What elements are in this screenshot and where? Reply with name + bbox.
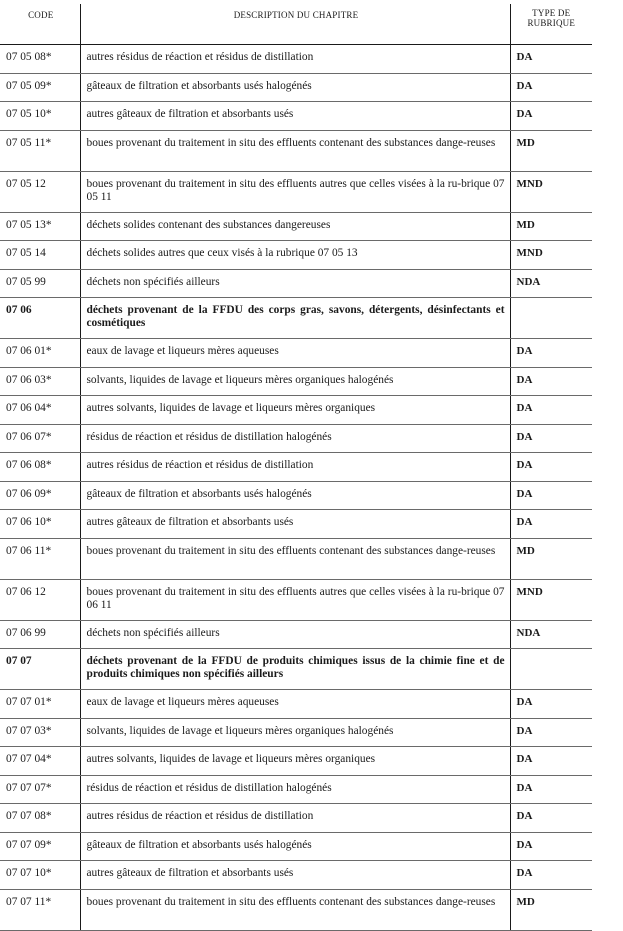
type-cell: MND bbox=[510, 171, 592, 212]
table-row bbox=[0, 538, 592, 579]
table-row bbox=[0, 171, 592, 212]
type-cell: MD bbox=[510, 212, 592, 241]
header-row bbox=[0, 4, 592, 45]
description-cell: résidus de réaction et résidus de distillation halogénés bbox=[80, 775, 510, 804]
code-cell: 07 07 01* bbox=[0, 690, 80, 719]
code-cell: 07 07 bbox=[0, 649, 80, 690]
description-cell: solvants, liquides de lavage et liqueurs mères organiques halogénés bbox=[80, 718, 510, 747]
code-cell: 07 05 12 bbox=[0, 171, 80, 212]
type-cell: DA bbox=[510, 718, 592, 747]
table-row bbox=[0, 367, 592, 396]
code-cell: 07 06 08* bbox=[0, 453, 80, 482]
type-cell: DA bbox=[510, 453, 592, 482]
code-cell: 07 06 bbox=[0, 298, 80, 339]
type-cell: DA bbox=[510, 775, 592, 804]
code-cell: 07 06 12 bbox=[0, 579, 80, 620]
table-row bbox=[0, 130, 592, 171]
code-cell: 07 07 11* bbox=[0, 889, 80, 930]
column-header-type-line2: RUBRIQUE bbox=[527, 18, 576, 28]
code-cell: 07 06 03* bbox=[0, 367, 80, 396]
type-cell: NDA bbox=[510, 620, 592, 649]
chapter-row bbox=[0, 298, 592, 339]
code-cell: 07 05 08* bbox=[0, 45, 80, 74]
code-cell: 07 05 13* bbox=[0, 212, 80, 241]
description-cell: boues provenant du traitement in situ des effluents autres que celles visées à la ru-brique 07 05 11 bbox=[80, 171, 510, 212]
code-cell: 07 05 11* bbox=[0, 130, 80, 171]
table-row bbox=[0, 861, 592, 890]
description-cell: boues provenant du traitement in situ des effluents contenant des substances dange-reuses bbox=[80, 130, 510, 171]
type-cell bbox=[510, 649, 592, 690]
type-cell: DA bbox=[510, 510, 592, 539]
code-cell: 07 07 03* bbox=[0, 718, 80, 747]
column-header-description: DESCRIPTION DU CHAPITRE bbox=[80, 4, 510, 45]
code-cell: 07 06 10* bbox=[0, 510, 80, 539]
type-cell: DA bbox=[510, 73, 592, 102]
code-cell: 07 05 10* bbox=[0, 102, 80, 131]
type-cell bbox=[510, 298, 592, 339]
table-row bbox=[0, 579, 592, 620]
table-row bbox=[0, 889, 592, 930]
table-row bbox=[0, 481, 592, 510]
table-row bbox=[0, 718, 592, 747]
description-cell: eaux de lavage et liqueurs mères aqueuses bbox=[80, 690, 510, 719]
table-row bbox=[0, 339, 592, 368]
code-cell: 07 07 04* bbox=[0, 747, 80, 776]
description-cell: autres résidus de réaction et résidus de distillation bbox=[80, 45, 510, 74]
table-row bbox=[0, 269, 592, 298]
type-cell: MND bbox=[510, 241, 592, 270]
column-header-type-line1: TYPE DE bbox=[532, 8, 571, 18]
table-row bbox=[0, 396, 592, 425]
type-cell: MD bbox=[510, 538, 592, 579]
table-row bbox=[0, 73, 592, 102]
description-cell: déchets solides contenant des substances dangereuses bbox=[80, 212, 510, 241]
code-cell: 07 06 04* bbox=[0, 396, 80, 425]
description-cell: boues provenant du traitement in situ des effluents autres que celles visées à la ru-brique 07 06 11 bbox=[80, 579, 510, 620]
type-cell: MD bbox=[510, 889, 592, 930]
type-cell: DA bbox=[510, 861, 592, 890]
type-cell: DA bbox=[510, 396, 592, 425]
type-cell: DA bbox=[510, 804, 592, 833]
table-row bbox=[0, 775, 592, 804]
description-cell: autres gâteaux de filtration et absorbants usés bbox=[80, 510, 510, 539]
table-row bbox=[0, 620, 592, 649]
type-cell: DA bbox=[510, 832, 592, 861]
chapter-row bbox=[0, 649, 592, 690]
code-cell: 07 07 10* bbox=[0, 861, 80, 890]
description-cell: autres solvants, liquides de lavage et liqueurs mères organiques bbox=[80, 747, 510, 776]
type-cell: DA bbox=[510, 424, 592, 453]
description-cell: autres gâteaux de filtration et absorbants usés bbox=[80, 102, 510, 131]
description-cell: autres solvants, liquides de lavage et liqueurs mères organiques bbox=[80, 396, 510, 425]
description-cell: autres gâteaux de filtration et absorbants usés bbox=[80, 861, 510, 890]
description-cell: gâteaux de filtration et absorbants usés halogénés bbox=[80, 832, 510, 861]
table-row bbox=[0, 45, 592, 74]
type-cell: DA bbox=[510, 367, 592, 396]
type-cell: DA bbox=[510, 45, 592, 74]
description-cell: autres résidus de réaction et résidus de distillation bbox=[80, 804, 510, 833]
waste-code-table bbox=[0, 4, 592, 931]
type-cell: DA bbox=[510, 339, 592, 368]
description-cell: déchets solides autres que ceux visés à la rubrique 07 05 13 bbox=[80, 241, 510, 270]
code-cell: 07 07 07* bbox=[0, 775, 80, 804]
table-row bbox=[0, 424, 592, 453]
description-cell: déchets provenant de la FFDU des corps gras, savons, détergents, désinfectants et cosmétiques bbox=[80, 298, 510, 339]
code-cell: 07 05 14 bbox=[0, 241, 80, 270]
description-cell: déchets non spécifiés ailleurs bbox=[80, 620, 510, 649]
description-cell: boues provenant du traitement in situ des effluents contenant des substances dange-reuses bbox=[80, 889, 510, 930]
type-cell: DA bbox=[510, 102, 592, 131]
table-row bbox=[0, 453, 592, 482]
description-cell: déchets non spécifiés ailleurs bbox=[80, 269, 510, 298]
type-cell: DA bbox=[510, 481, 592, 510]
column-header-type bbox=[510, 4, 592, 45]
column-header-code: CODE bbox=[0, 4, 80, 45]
description-cell: déchets provenant de la FFDU de produits chimiques issus de la chimie fine et de produits chimiques non spécifiés ailleurs bbox=[80, 649, 510, 690]
table-row bbox=[0, 212, 592, 241]
type-cell: DA bbox=[510, 747, 592, 776]
table-row bbox=[0, 690, 592, 719]
type-cell: DA bbox=[510, 690, 592, 719]
code-cell: 07 06 09* bbox=[0, 481, 80, 510]
code-cell: 07 05 09* bbox=[0, 73, 80, 102]
code-cell: 07 07 08* bbox=[0, 804, 80, 833]
code-cell: 07 06 07* bbox=[0, 424, 80, 453]
type-cell: MND bbox=[510, 579, 592, 620]
type-cell: NDA bbox=[510, 269, 592, 298]
table-row bbox=[0, 102, 592, 131]
table-body bbox=[0, 45, 592, 931]
description-cell: boues provenant du traitement in situ des effluents contenant des substances dange-reuses bbox=[80, 538, 510, 579]
type-cell: MD bbox=[510, 130, 592, 171]
table-row bbox=[0, 241, 592, 270]
description-cell: gâteaux de filtration et absorbants usés halogénés bbox=[80, 73, 510, 102]
description-cell: autres résidus de réaction et résidus de distillation bbox=[80, 453, 510, 482]
table-row bbox=[0, 804, 592, 833]
description-cell: gâteaux de filtration et absorbants usés halogénés bbox=[80, 481, 510, 510]
code-cell: 07 06 99 bbox=[0, 620, 80, 649]
description-cell: eaux de lavage et liqueurs mères aqueuses bbox=[80, 339, 510, 368]
code-cell: 07 07 09* bbox=[0, 832, 80, 861]
table-row bbox=[0, 832, 592, 861]
code-cell: 07 05 99 bbox=[0, 269, 80, 298]
table-row bbox=[0, 747, 592, 776]
description-cell: solvants, liquides de lavage et liqueurs mères organiques halogénés bbox=[80, 367, 510, 396]
description-cell: résidus de réaction et résidus de distillation halogénés bbox=[80, 424, 510, 453]
code-cell: 07 06 01* bbox=[0, 339, 80, 368]
table-header bbox=[0, 4, 592, 45]
code-cell: 07 06 11* bbox=[0, 538, 80, 579]
table-row bbox=[0, 510, 592, 539]
